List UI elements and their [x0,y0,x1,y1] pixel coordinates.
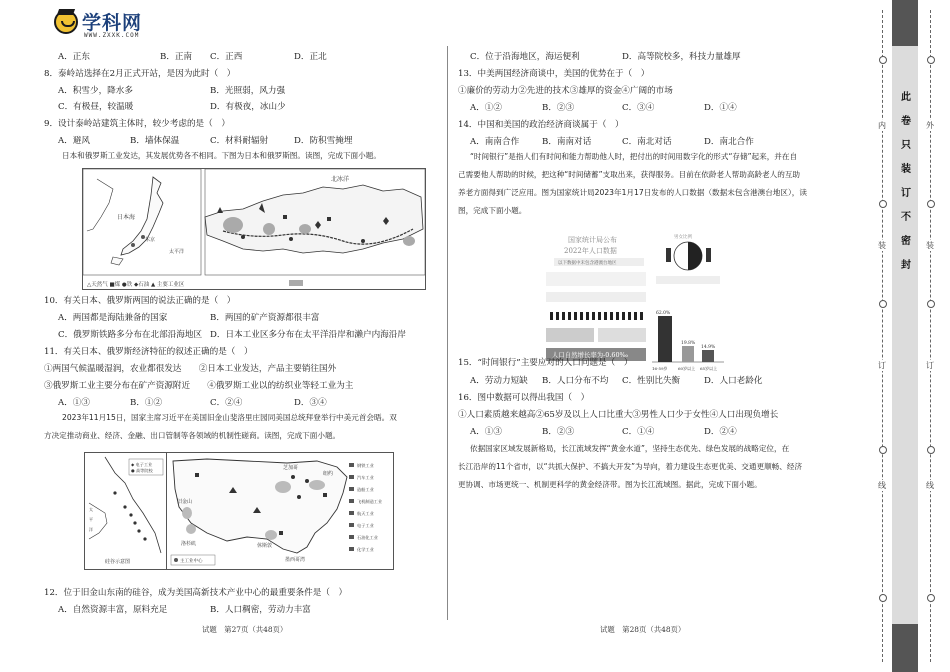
inner-label: 装 [878,241,886,250]
inset-graphic [85,453,167,569]
intro-time-bank-4: 图，完成下面小题。 [458,206,527,215]
sea-label: 日本海 [117,214,136,221]
binding-hole [879,594,887,602]
outer-cut-line [930,10,931,662]
intro-time-bank-3: 养老方面得到广泛应用。图为国家统计局2023年1月17日发布的人口数据（数据未包含港澳台地区），读 [458,188,807,197]
intro-yangtze-2: 长江沿岸的11个省市，以“共抓大保护、不搞大开发”为导向，着力建设生态更优美、交通更顺畅、经济 [458,462,803,471]
binding-text: 密 [901,236,911,247]
tokyo-label: 东京 [145,237,156,243]
svg-text:洋: 洋 [89,527,93,532]
page-footer-left: 试题 第27页（共48页） [202,625,288,634]
pct-60-plus: 19.8% [681,341,696,346]
ny-label: 纽约 [323,471,334,477]
age-16-59: 16-59岁 [652,366,668,371]
sex-ratio-label: 男女比例 [674,235,692,240]
q14-option-d: D．南北合作 [704,137,754,147]
logo-url: WWW.ZXXK.COM [84,32,140,39]
intro-japan-russia: 日本和俄罗斯工业发达，其发展优势各不相同。下图为日本和俄罗斯图。读图，完成下面小题。 [62,151,381,160]
binding-text: 不 [901,212,911,223]
q11-option-c: C．②④ [210,398,243,408]
q13-option-c: C．③④ [622,103,655,113]
q7-option-d: D．正北 [294,52,327,62]
houston-label: 休斯敦 [257,543,273,549]
chicago-label: 芝加哥 [283,465,299,471]
legend-item: 汽车工业 [357,475,374,480]
intro-usa-2: 方决定推动商业、经济、金融、出口管制等各领域的机制性磋商。读图，完成下面小题。 [44,431,341,440]
q13-option-a: A．①② [470,103,502,113]
q10-option-d: D．日本工业区多分布在太平洋沿岸和濑户内海沿岸 [210,330,406,340]
q11-option-b: B．①② [130,398,163,408]
q12-stem: 12．位于旧金山东南的硅谷，成为美国高新技术产业中心的最重要条件是（ ） [44,588,348,598]
usa-map-legend: 主工业中心 [180,559,203,564]
site-logo[interactable] [54,8,154,42]
legend-item: 飞机制造工业 [357,499,383,504]
inset-caption: 硅谷示意图 [105,559,131,565]
inner-label: 内 [878,121,886,130]
binding-hole [927,200,935,208]
q14-option-c: C．南北对话 [622,137,672,147]
binding-hole [879,446,887,454]
legend-item: 化学工业 [357,547,374,552]
page-footer-right: 试题 第28页（共48页） [600,625,686,634]
gulf-label: 墨西哥湾 [285,557,306,563]
pop-growth-label: 人口自然增长率为-0.60‰ [552,351,629,359]
q16-option-a: A．①③ [470,427,502,437]
info-title-2: 2022年人口数据 [564,247,617,255]
logo-name: 学科网 [82,12,143,34]
age-60-plus: 60岁以上 [678,366,696,371]
q8-option-d: D．有极夜，冰山少 [210,102,286,112]
q12-option-b: B．人口稠密，劳动力丰富 [210,605,311,615]
q15-stem: 15．“时间银行”主要应对的人口问题是（ ） [458,358,633,368]
q16-option-d: D．②④ [704,427,737,437]
age-65-plus: 65岁以上 [700,366,718,371]
column-divider [447,46,448,620]
q9-option-b: B．墙体保温 [130,136,180,146]
q15-option-a: A．劳动力短缺 [470,376,528,386]
usa-map-graphic [167,453,393,569]
q13-option-d: D．①④ [704,103,737,113]
q11-statements-2: ③俄罗斯工业主要分布在矿产资源附近 ④俄罗斯工业以的纺织业等轻工业为主 [44,381,354,391]
pct-65-plus: 14.9% [701,345,716,350]
q10-stem: 10．有关日本、俄罗斯两国的说法正确的是（ ） [44,296,236,306]
q12-option-d: D．高等院校多，科技力量雄厚 [622,52,741,62]
outer-label: 线 [926,481,934,490]
q15-option-d: D．人口老龄化 [704,376,763,386]
outer-label: 外 [926,121,934,130]
q13-option-b: B．②③ [542,103,575,113]
q9-stem: 9．设计泰岭站建筑主体时，较少考虑的是（ ） [44,119,230,129]
pct-16-59: 62.0% [656,311,671,316]
intro-usa-1: 2023年11月15日，国家主席习近平在美国旧金山斐洛里庄园同美国总统拜登举行中美元首会晤。双 [62,413,397,422]
binding-text: 装 [901,164,911,175]
q8-stem: 8．泰岭站选择在2月正式开站，是因为此时（ ） [44,69,236,79]
intro-yangtze-3: 更协调、市场更统一、机制更科学的黄金经济带。图为长江流域图。据此，完成下面小题。 [458,480,762,489]
binding-hole [927,446,935,454]
q14-option-b: B．南南对话 [542,137,592,147]
q8-option-a: A．积雪少，降水多 [58,86,133,96]
legend-item: 石油化工业 [357,535,378,540]
binding-text: 此 [901,92,911,103]
q16-option-c: C．①④ [622,427,655,437]
binding-hole [927,300,935,308]
q12-option-c: C．位于沿海地区，海运便利 [470,52,580,62]
legend-item: 航天工业 [357,511,374,516]
q8-option-c: C．有极昼，较温暖 [58,102,134,112]
q13-statements: ①廉价的劳动力②先进的技术③雄厚的资金④广阔的市场 [458,86,673,96]
binding-band-bottom [892,624,918,672]
japan-russia-map [82,168,426,290]
graduation-cap-icon [54,10,78,34]
map1-legend: △天然气 ■煤 ●铁 ◆石油 ▲ 主要工业区 [87,282,185,288]
inner-label: 线 [878,481,886,490]
q11-statements-1: ①两国气候温暖湿润，农业都很发达 ②日本工业发达，产品主要销往国外 [44,364,337,374]
silicon-valley-inset [84,452,168,570]
outer-label: 装 [926,241,934,250]
binding-hole [879,56,887,64]
map-graphic [83,169,425,289]
usa-industry-map [166,452,394,570]
q7-option-a: A．正东 [58,52,90,62]
q11-option-a: A．①③ [58,398,90,408]
intro-yangtze-1: 依据国家区域发展新格局，长江流域发挥“黄金水道”，坚持生态优先、绿色发展的战略定位，在 [470,444,790,453]
intro-time-bank-2: 己需要他人帮助的时候，把这种“时间储蓄”支取出来，获得服务。目前在依龄老人帮助高龄老人的互助 [458,170,800,179]
q15-option-b: B．人口分布不均 [542,376,609,386]
q11-option-d: D．③④ [294,398,327,408]
svg-text:● 高等院校: ● 高等院校 [131,468,153,473]
q14-stem: 14．中国和美国的政治经济商谈属于（ ） [458,120,624,130]
binding-strip [868,0,950,672]
q9-option-c: C．材料耐辐射 [210,136,269,146]
binding-text: 封 [901,260,911,271]
svg-text:平: 平 [89,517,93,522]
binding-hole [879,200,887,208]
legend-item: 钢铁工业 [357,463,374,468]
q13-stem: 13．中美两国经济商谈中，美国的优势在于（ ） [458,69,650,79]
binding-band-top [892,0,918,46]
la-label: 洛杉矶 [181,541,197,547]
q7-option-c: C．正西 [210,52,243,62]
q16-statements: ①人口素质越来越高②65岁及以上人口比重大③男性人口少于女性④人口出现负增长 [458,410,779,420]
outer-label: 订 [926,361,934,370]
inner-label: 订 [878,361,886,370]
q7-option-b: B．正南 [160,52,193,62]
svg-text:太: 太 [89,507,93,512]
q10-option-b: B．两国的矿产资源都很丰富 [210,313,320,323]
info-title-1: 国家统计局公布 [568,236,617,244]
q16-stem: 16．图中数据可以得出我国（ ） [458,393,590,403]
inner-cut-line [882,10,883,662]
sf-label: 旧金山 [177,499,193,505]
q9-option-a: A．避风 [58,136,90,146]
q10-option-a: A．两国都是海陆兼备的国家 [58,313,168,323]
legend-item: 电子工业 [357,523,374,528]
ocean-label: 太平洋 [169,249,185,255]
q15-option-c: C．性别比失衡 [622,376,681,386]
binding-text: 只 [901,140,911,151]
q10-option-c: C．俄罗斯铁路多分布在北部沿海地区 [58,330,203,340]
q12-option-a: A．自然资源丰富，原料充足 [58,605,168,615]
legend-item: 造船工业 [357,487,374,492]
svg-text:◆ 电子工业: ◆ 电子工业 [131,462,153,467]
binding-hole [879,300,887,308]
binding-text: 卷 [901,116,911,127]
q11-stem: 11．有关日本、俄罗斯经济特征的叙述正确的是（ ） [44,347,253,357]
arctic-label: 北冰洋 [331,176,350,183]
q16-option-b: B．②③ [542,427,575,437]
binding-text: 订 [901,188,911,199]
binding-hole [927,594,935,602]
q8-option-b: B．光照弱，风力强 [210,86,286,96]
q14-option-a: A．南南合作 [470,137,520,147]
q9-option-d: D．防积雪掩埋 [294,136,353,146]
intro-time-bank-1: “时间银行”是指人们有时间和能力帮助他人时，把付出的时间用数字化的形式“存储”起来，并在自 [470,152,798,161]
binding-hole [927,56,935,64]
info-title-3: 以下数据中未包含港澳台地区 [558,261,617,266]
